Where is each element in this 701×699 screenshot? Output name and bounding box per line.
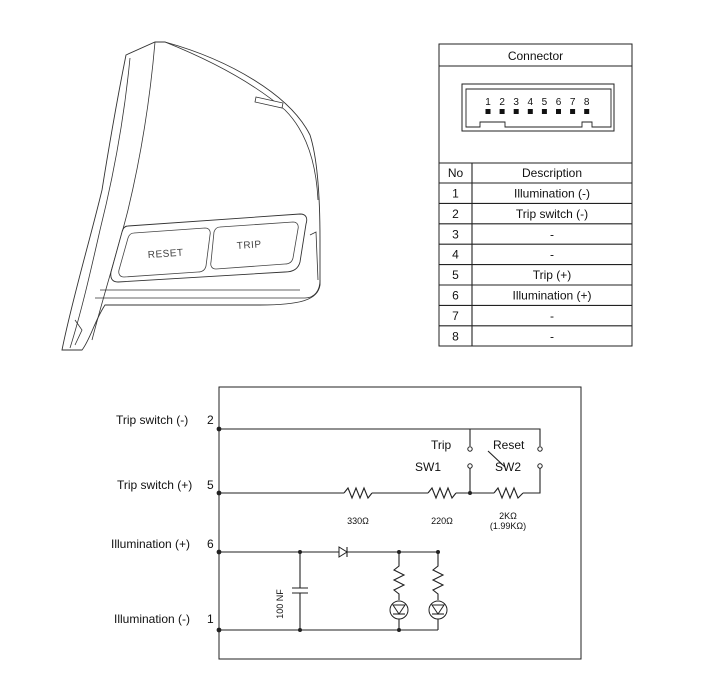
switch-sw1-label: SW1 — [415, 460, 442, 474]
switch-sw2-label: SW2 — [495, 460, 522, 474]
connector-pin-pad — [514, 109, 519, 114]
table-cell-description: Trip (+) — [532, 268, 572, 283]
resistor-2k-label: 2KΩ — [499, 511, 517, 521]
connector-pin-pad — [556, 109, 561, 114]
capacitor — [292, 588, 308, 593]
table-cell-no: 7 — [452, 308, 459, 323]
connector-pin-number: 4 — [527, 97, 534, 108]
terminal-label-illum-plus: Illumination (+) — [111, 537, 191, 551]
terminal-label-illum-minus: Illumination (-) — [114, 612, 191, 626]
table-cell-no: 5 — [452, 268, 459, 283]
connector-pin-pad — [500, 109, 505, 114]
led-resistor-1 — [394, 552, 404, 600]
switch-trip-label: Trip — [431, 438, 452, 452]
table-cell-description: Illumination (-) — [513, 186, 591, 201]
terminal-pin-2: 2 — [207, 413, 214, 427]
sw1-contact-top — [468, 447, 472, 451]
connector-pin-pad — [542, 109, 547, 114]
connector-pin-number: 8 — [583, 97, 590, 108]
terminal-label-trip-plus: Trip switch (+) — [117, 478, 193, 492]
connector-drawing — [462, 84, 614, 131]
diode — [339, 547, 347, 557]
connector-pin-pad — [584, 109, 589, 114]
connector-table — [439, 44, 632, 346]
connector-pin-number: 1 — [485, 97, 491, 108]
connector-pin-number: 7 — [569, 97, 576, 108]
table-cell-no: 3 — [452, 227, 459, 242]
resistor-2k-alt-label: (1.99KΩ) — [489, 521, 527, 531]
sw2-contact-bottom — [538, 464, 542, 468]
connector-pin-number: 5 — [541, 97, 548, 108]
terminal-pin-6: 6 — [207, 537, 214, 551]
circuit-diagram — [111, 387, 581, 659]
led-resistor-2 — [433, 552, 443, 600]
table-cell-no: 4 — [452, 247, 459, 262]
terminal-label-trip-minus: Trip switch (-) — [116, 413, 189, 427]
table-cell-no: 1 — [452, 186, 459, 201]
connector-pin-number: 6 — [555, 97, 562, 108]
resistor-330-label: 330Ω — [347, 516, 369, 526]
sw1-contact-bottom — [468, 464, 472, 468]
connector-pin-pad — [486, 109, 491, 114]
table-cell-no: 2 — [452, 206, 459, 221]
reset-button-label: RESET — [147, 247, 184, 261]
capacitor-label: 100 NF — [275, 589, 285, 619]
table-cell-description: - — [550, 308, 554, 323]
steering-switch-illustration — [62, 42, 320, 350]
table-cell-no: 8 — [452, 329, 459, 344]
connector-title: Connector — [507, 49, 564, 63]
resistor-220 — [428, 488, 456, 498]
connector-pin-number: 3 — [513, 97, 519, 108]
table-header-no: No — [447, 166, 464, 180]
table-cell-description: - — [550, 247, 554, 262]
table-cell-description: Trip switch (-) — [515, 206, 589, 221]
table-cell-description: - — [550, 329, 554, 344]
resistor-2k — [494, 488, 523, 498]
sw2-contact-top — [538, 447, 542, 451]
terminal-pin-1: 1 — [207, 612, 214, 626]
table-cell-no: 6 — [452, 288, 459, 303]
resistor-220-label: 220Ω — [431, 516, 453, 526]
table-cell-description: Illumination (+) — [512, 288, 592, 303]
connector-pin-pad — [528, 109, 533, 114]
connector-pin-pad — [570, 109, 575, 114]
table-cell-description: - — [550, 227, 554, 242]
trip-button-label: TRIP — [236, 239, 262, 252]
resistor-330 — [344, 488, 372, 498]
table-header-description: Description — [521, 166, 583, 180]
switch-reset-label: Reset — [493, 438, 525, 452]
connector-pin-number: 2 — [499, 97, 505, 108]
wire-trip-minus — [219, 429, 540, 446]
terminal-pin-5: 5 — [207, 478, 214, 492]
